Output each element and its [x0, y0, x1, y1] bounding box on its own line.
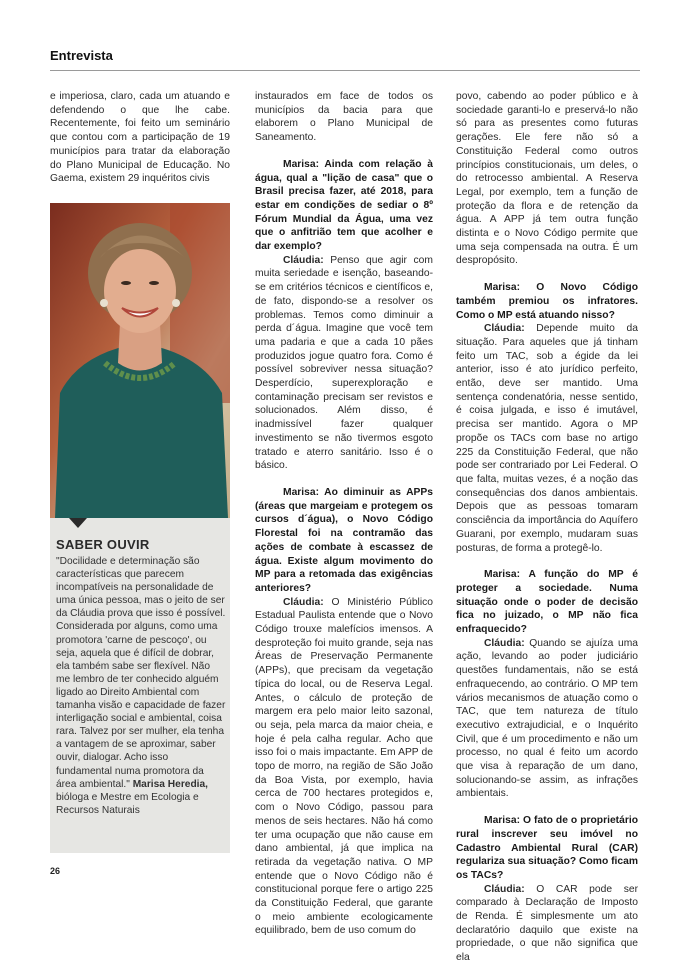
paragraph: instaurados em face de todos os municípios da bacia para que elaborem o Plano Municipal de Saneamento.: [255, 91, 433, 144]
section-title: Entrevista: [50, 48, 113, 63]
header-rule: [50, 70, 640, 71]
sidebar-quote: "Docilidade e determinação são características que parecem incompatíveis na personalidade de uma única pessoa, mas o jeito de ser da Cláudia prova que isso é possível. Considerada por alguns, como uma promotora 'carne de pescoço', ou seja, aquela que é difícil de dobrar, ela também sabe ser flexível. Não me lembro de ter conhecido alguém ligado ao Direito Ambiental com tamanha visão e capacidade de fazer interligação social e ambiental, coisa rara. Talvez por ser mulher, ela tenha a vantagem de se aproximar, saber ouvir, dialogar. Acho isso fundamental numa promotora da área ambiental.": [56, 556, 226, 790]
paragraph: e imperiosa, claro, cada um atuando e defendendo o que lhe cabe. Recentemente, foi feito um seminário que contou com a participação de 19 municípios para tratar da elaboração do Plano Municipal de Educação. No Gaema, existem 29 inquéritos civis: [50, 91, 230, 185]
sidebar-author: Marisa Heredia,: [132, 778, 208, 790]
question: Marisa: Ao diminuir as APPs (áreas que margeiam e protegem os cursos d´água), o Novo Código Florestal foi na contramão das ações de combate à escassez de água. Existe algum movimento do MP para a retomada das exigências anteriores?: [255, 486, 433, 594]
column-2: [255, 90, 433, 938]
sidebar-author-description: bióloga e Mestre em Ecologia e Recursos Naturais: [56, 791, 199, 816]
speaker-label: Cláudia:: [484, 637, 525, 649]
column-1: [50, 90, 230, 186]
answer: [255, 254, 433, 473]
answer: [456, 322, 638, 555]
speaker-label: Cláudia:: [484, 323, 525, 335]
answer-text: Depende muito da situação. Para aqueles que já tinham feito um TAC, sob a égide da lei anterior, isso é ato jurídico perfeito, então, deve ser mantido. Uma sentença condenatória, nesse sentido, é coisa julgada, e isso é imutável, precisa ser mantido. Agora o MP propõe os TACs com base no artigo 225 da Constituição Federal, que não pode ser contrariado por Lei Federal. O que falta, muitas vezes, é a noção das consequências dos danos ambientais. Depois que as pessoas tomaram consciência da importância do Aquífero Guarani, por exemplo, mudaram suas posturas, de forma a protegê-lo.: [456, 323, 638, 554]
portrait-illustration: [50, 203, 230, 518]
sidebar-quote-block: [56, 555, 226, 817]
caret-down-icon: [69, 518, 87, 528]
sidebar-title: SABER OUVIR: [56, 537, 150, 552]
answer-text: Quando se ajuíza uma ação, levando ao poder judiciário questões fundamentais, não se está enfraquecendo, ao contrário. O MP tem vários mecanismos de atuação como o TAC, que tem natureza de título executivo extrajudicial, e o Inquérito Civil, que é um procedimento e não um processo, no qual é feito um acordo que visa à reparação de um dano, solucionando-se assim, as infrações ambientais.: [456, 637, 638, 800]
speaker-label: Cláudia:: [283, 254, 324, 266]
question: Marisa: O fato de o proprietário rural inscrever seu imóvel no Cadastro Ambiental Rural (CAR) regulariza sua situação? Como ficam os TACs?: [456, 815, 638, 881]
question: Marisa: O Novo Código também premiou os infratores. Como o MP está atuando nisso?: [456, 282, 638, 321]
question: Marisa: Ainda com relação à água, qual a "lição de casa" que o Brasil precisa fazer, até 2018, para estar em condições de sediar o 8º Fórum Mundial da Água, uma vez que o anfitrião tem que acolher e dar exemplo?: [255, 158, 433, 253]
speaker-label: Cláudia:: [283, 596, 324, 608]
answer: [255, 596, 433, 939]
question: Marisa: A função do MP é proteger a sociedade. Numa situação onde o poder de decisão fica no juizado, o MP não fica enfraquecido?: [456, 569, 638, 636]
answer-text: Penso que agir com muita seriedade e isenção, baseando-se em critérios técnicos e científicos e, de fato, dispondo-se a resolver os problemas. Temos como diminuir a perda d´água. Imagine que você tem uma padaria e que a cada 10 pães produzidos jogue quatro fora. Como é possível sobreviver nessa situação? Desperdício, superexploração e contaminação precisam ser revistos e solucionados. Além disso, é inadmissível fazer qualquer investimento se não tivermos esgoto tratado e aterro sanitário. Isso é o básico.: [255, 254, 433, 472]
page-number: 26: [50, 866, 61, 876]
answer: [456, 637, 638, 801]
answer-text: O CAR pode ser comparado à Declaração de Imposto de Renda. É simplesmente um ato declaratório daquilo que existe na propriedade, o que não significa que ela: [456, 883, 638, 964]
paragraph: povo, cabendo ao poder público e à sociedade garanti-lo e preservá-lo não só para as presentes como futuras gerações. Ele fere não só a Constituição Federal como outros princípios constitucionais, um deles, o do retrocesso ambiental. A Reserva Legal, por exemplo, tem a função de proteção da flora e de retenção da água. A APP já tem outra função distinta e o Novo Código permite que uma seja compensada na outra. É um despropósito.: [456, 91, 638, 267]
answer: [456, 883, 638, 965]
column-3: [456, 90, 638, 965]
portrait-photo: [50, 203, 230, 518]
answer-text: O Ministério Público Estadual Paulista entende que o Novo Código trouxe malefícios imensos. A desproteção foi muito grande, seja nas Áreas de Preservação Permanente (APPs), que precisam da vegetação típica do local, ou de Reserva Legal. Antes, o cálculo de proteção de margem era pelo maior leito sazonal, ou seja, pela marca da maior cheia, e hoje é pela calha regular. Acho que isso foi o mais impactante. Em APP de topo de morro, na região de São João da Boa Vista, por exemplo, havia cerca de 700 hectares protegidos e, com o Novo Código, passou para menos de seis hectares. Não há como ter uma ocupação que não cause em dano ambiental, já que implica na retirada da vegetação nativa. O MP entende que o Novo Código não é constitucional porque fere o artigo 225 da Constituição Federal, que garante o meio ambiente ecologicamente equilibrado, bem de uso comum do: [255, 596, 433, 937]
speaker-label: Cláudia:: [484, 883, 525, 895]
